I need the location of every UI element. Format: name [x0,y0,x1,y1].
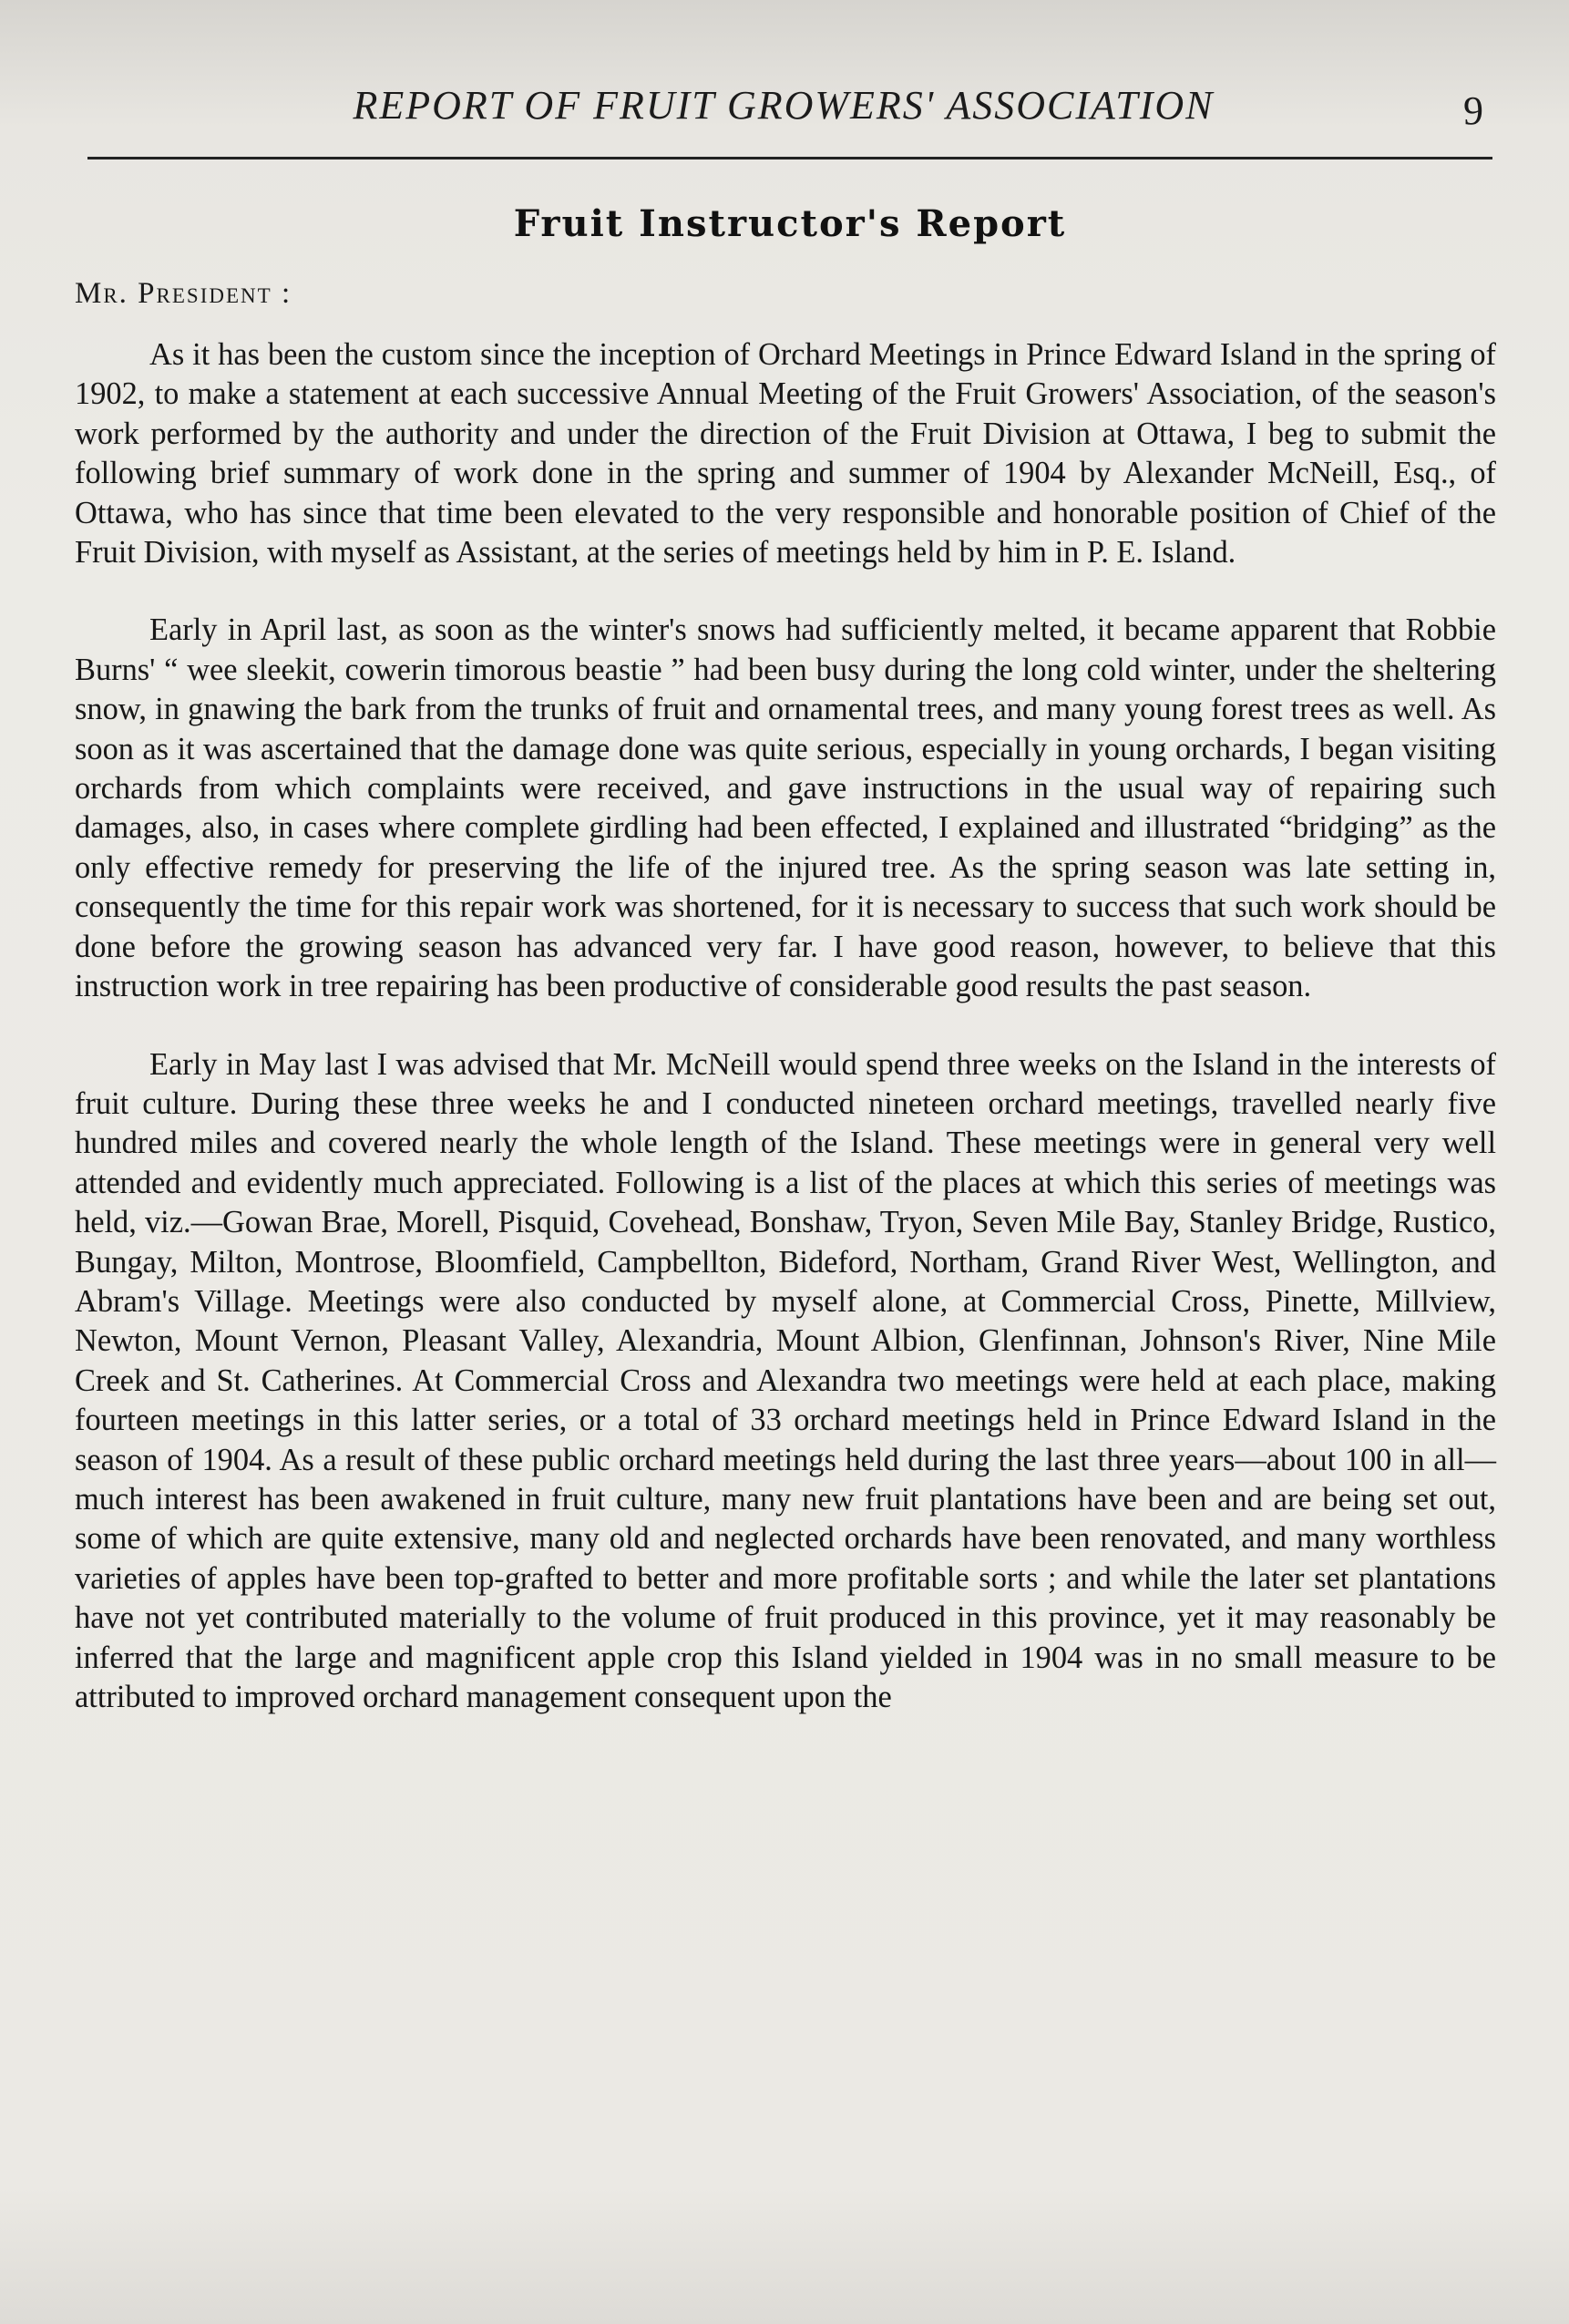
report-title: Fruit Instructor's Report [513,202,1067,245]
header-rule [87,157,1492,159]
running-title: REPORT OF FRUIT GROWERS' ASSOCIATION [353,83,1215,128]
report-body [75,335,1496,1717]
paragraph: Early in May last I was advised that Mr. McNeill would spend three weeks on the Island in the interests of fruit culture. During these three weeks he and I conducted nineteen orchard meetings, travelled nearly five hundred miles and covered nearly the whole length of the Island. These meetings were in general very well attended and evidently much appreciated. Following is a list of the places at which this series of meetings was held, viz.—Gowan Brae, Morell, Pisquid, Covehead, Bonshaw, Tryon, Seven Mile Bay, Stanley Bridge, Rustico, Bungay, Milton, Montrose, Bloomfield, Campbellton, Bideford, Northam, Grand River West, Wellington, and Abram's Village. Meetings were also conducted by myself alone, at Commercial Cross, Pinette, Millview, Newton, Mount Vernon, Pleasant Valley, Alexandria, Mount Albion, Glenfinnan, Johnson's River, Nine Mile Creek and St. Catherines. At Commercial Cross and Alexandra two meetings were held at each place, making fourteen meetings in this latter series, or a total of 33 orchard meetings held in Prince Edward Island in the season of 1904. As a result of these public orchard meetings held during the last three years—about 100 in all—much interest has been awakened in fruit culture, many new fruit plantations have been and are being set out, some of which are quite extensive, many old and neglected orchards have been renovated, and many worthless varieties of apples have been top-grafted to better and more profitable sorts ; and while the later set plantations have not yet contributed materially to the volume of fruit produced in this province, yet it may reasonably be inferred that the large and magnificent apple crop this Island yielded in 1904 was in no small measure to be attributed to improved orchard management consequent upon the [75,1046,1496,1714]
paragraph: As it has been the custom since the inception of Orchard Meetings in Prince Edward Island in the spring of 1902, to make a statement at each successive Annual Meeting of the Fruit Growers' Association, of the season's work performed by the authority and under the direction of the Fruit Division at Ottawa, I beg to submit the following brief summary of work done in the spring and summer of 1904 by Alexander McNeill, Esq., of Ottawa, who has since that time been elevated to the very responsible and honorable position of Chief of the Fruit Division, with myself as Assistant, at the series of meetings held by him in P. E. Island. [75,337,1496,571]
paragraph: Early in April last, as soon as the winter's snows had sufficiently melted, it became apparent that Robbie Burns' “ wee sleekit, cowerin timorous beastie ” had been busy during the long cold winter, under the sheltering snow, in gnawing the bark from the trunks of fruit and ornamental trees, and many young forest trees as well. As soon as it was ascertained that the damage done was quite serious, especially in young orchards, I began visiting orchards from which complaints were received, and gave instructions in the usual way of repairing such damages, also, in cases where complete girdling had been effected, I explained and illustrated “bridging” as the only effective remedy for preserving the life of the injured tree. As the spring season was late setting in, consequently the time for this repair work was shortened, for it is necessary to success that such work should be done before the growing season has advanced very far. I have good reason, however, to believe that this instruction work in tree repairing has been productive of considerable good results the past season. [75,612,1496,1004]
page-number: 9 [1463,88,1483,133]
salutation: Mr. President : [75,277,292,310]
